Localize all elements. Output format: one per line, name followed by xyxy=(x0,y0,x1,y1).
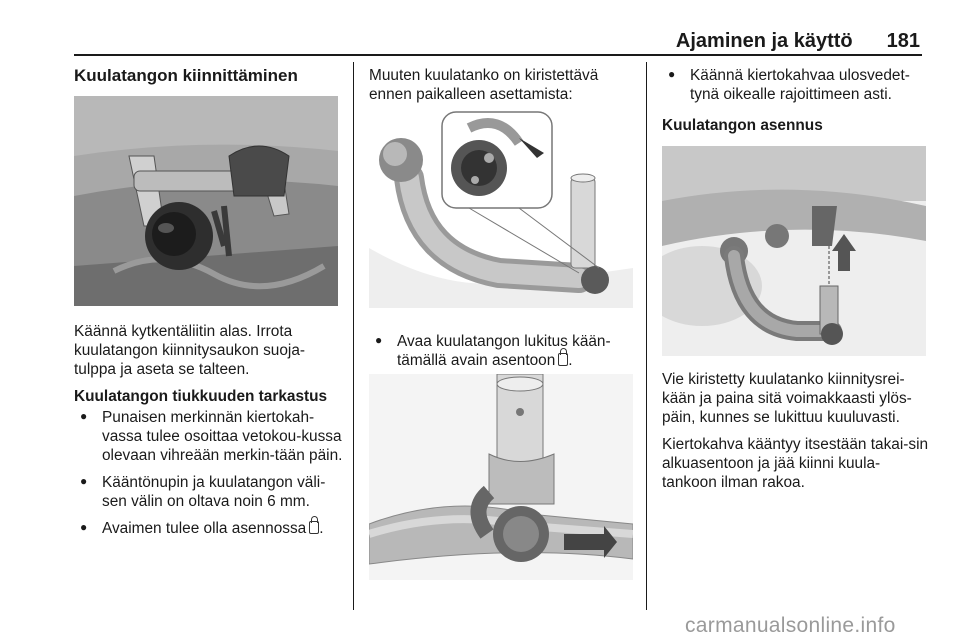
section-title: Ajaminen ja käyttö xyxy=(675,30,853,52)
instruction-text: Käännä kytkentäliitin alas. Irrota kuulatangon kiinnitysaukon suoja-tulppa ja aseta se talteen. xyxy=(74,323,306,378)
column-3 xyxy=(662,66,932,137)
page-header xyxy=(676,30,920,53)
towbar-knob-illustration xyxy=(369,374,633,580)
column-divider xyxy=(353,62,354,610)
column-divider xyxy=(646,62,647,610)
instruction-text: Kiertokahva kääntyy itsestään takai-sin alkuasentoon ja jää kiinni kuula-tankoon ilman rakoa. xyxy=(662,436,929,491)
page-number: 181 xyxy=(886,30,920,52)
lock-icon xyxy=(309,521,319,534)
column-3-text xyxy=(662,370,932,500)
subheading: Kuulatangon tiukkuuden tarkastus xyxy=(74,388,328,405)
section-heading: Kuulatangon kiinnittäminen xyxy=(74,66,298,85)
bullet-item: ● Käännä kiertokahvaa ulosvedet-tynä oikealle rajoittimeen asti. xyxy=(662,66,932,104)
column-2-bullets xyxy=(369,332,641,378)
column-1 xyxy=(74,66,344,97)
bullet-item: ● Avaa kuulatangon lukitus kään-tämällä avain asentoon . xyxy=(369,332,641,370)
bullet-item: ● Punaisen merkinnän kiertokah-vassa tulee osoittaa vetokou-kussa olevaan vihreään merkin-tään päin. xyxy=(74,408,344,465)
instruction-text: Vie kiristetty kuulatanko kiinnitysrei-kään ja paina sitä voimakkaasti ylös-päin, kunnes se lukittuu kuuluvasti. xyxy=(662,371,912,426)
column-2 xyxy=(369,66,641,112)
header-rule xyxy=(74,54,922,56)
bullet-item: ● Avaimen tulee olla asennossa . xyxy=(74,519,344,538)
instruction-text: Muuten kuulatanko on kiristettävä ennen paikalleen asettamista: xyxy=(369,67,599,103)
hitch-socket-illustration xyxy=(74,96,338,306)
lock-icon xyxy=(558,353,568,366)
watermark: carmanualsonline.info xyxy=(685,614,896,637)
towbar-key-illustration xyxy=(369,108,633,308)
towbar-installation-illustration xyxy=(662,146,926,356)
column-1-text xyxy=(74,322,344,546)
subheading: Kuulatangon asennus xyxy=(662,117,823,134)
bullet-item: ● Kääntönupin ja kuulatangon väli-sen välin on oltava noin 6 mm. xyxy=(74,473,344,511)
